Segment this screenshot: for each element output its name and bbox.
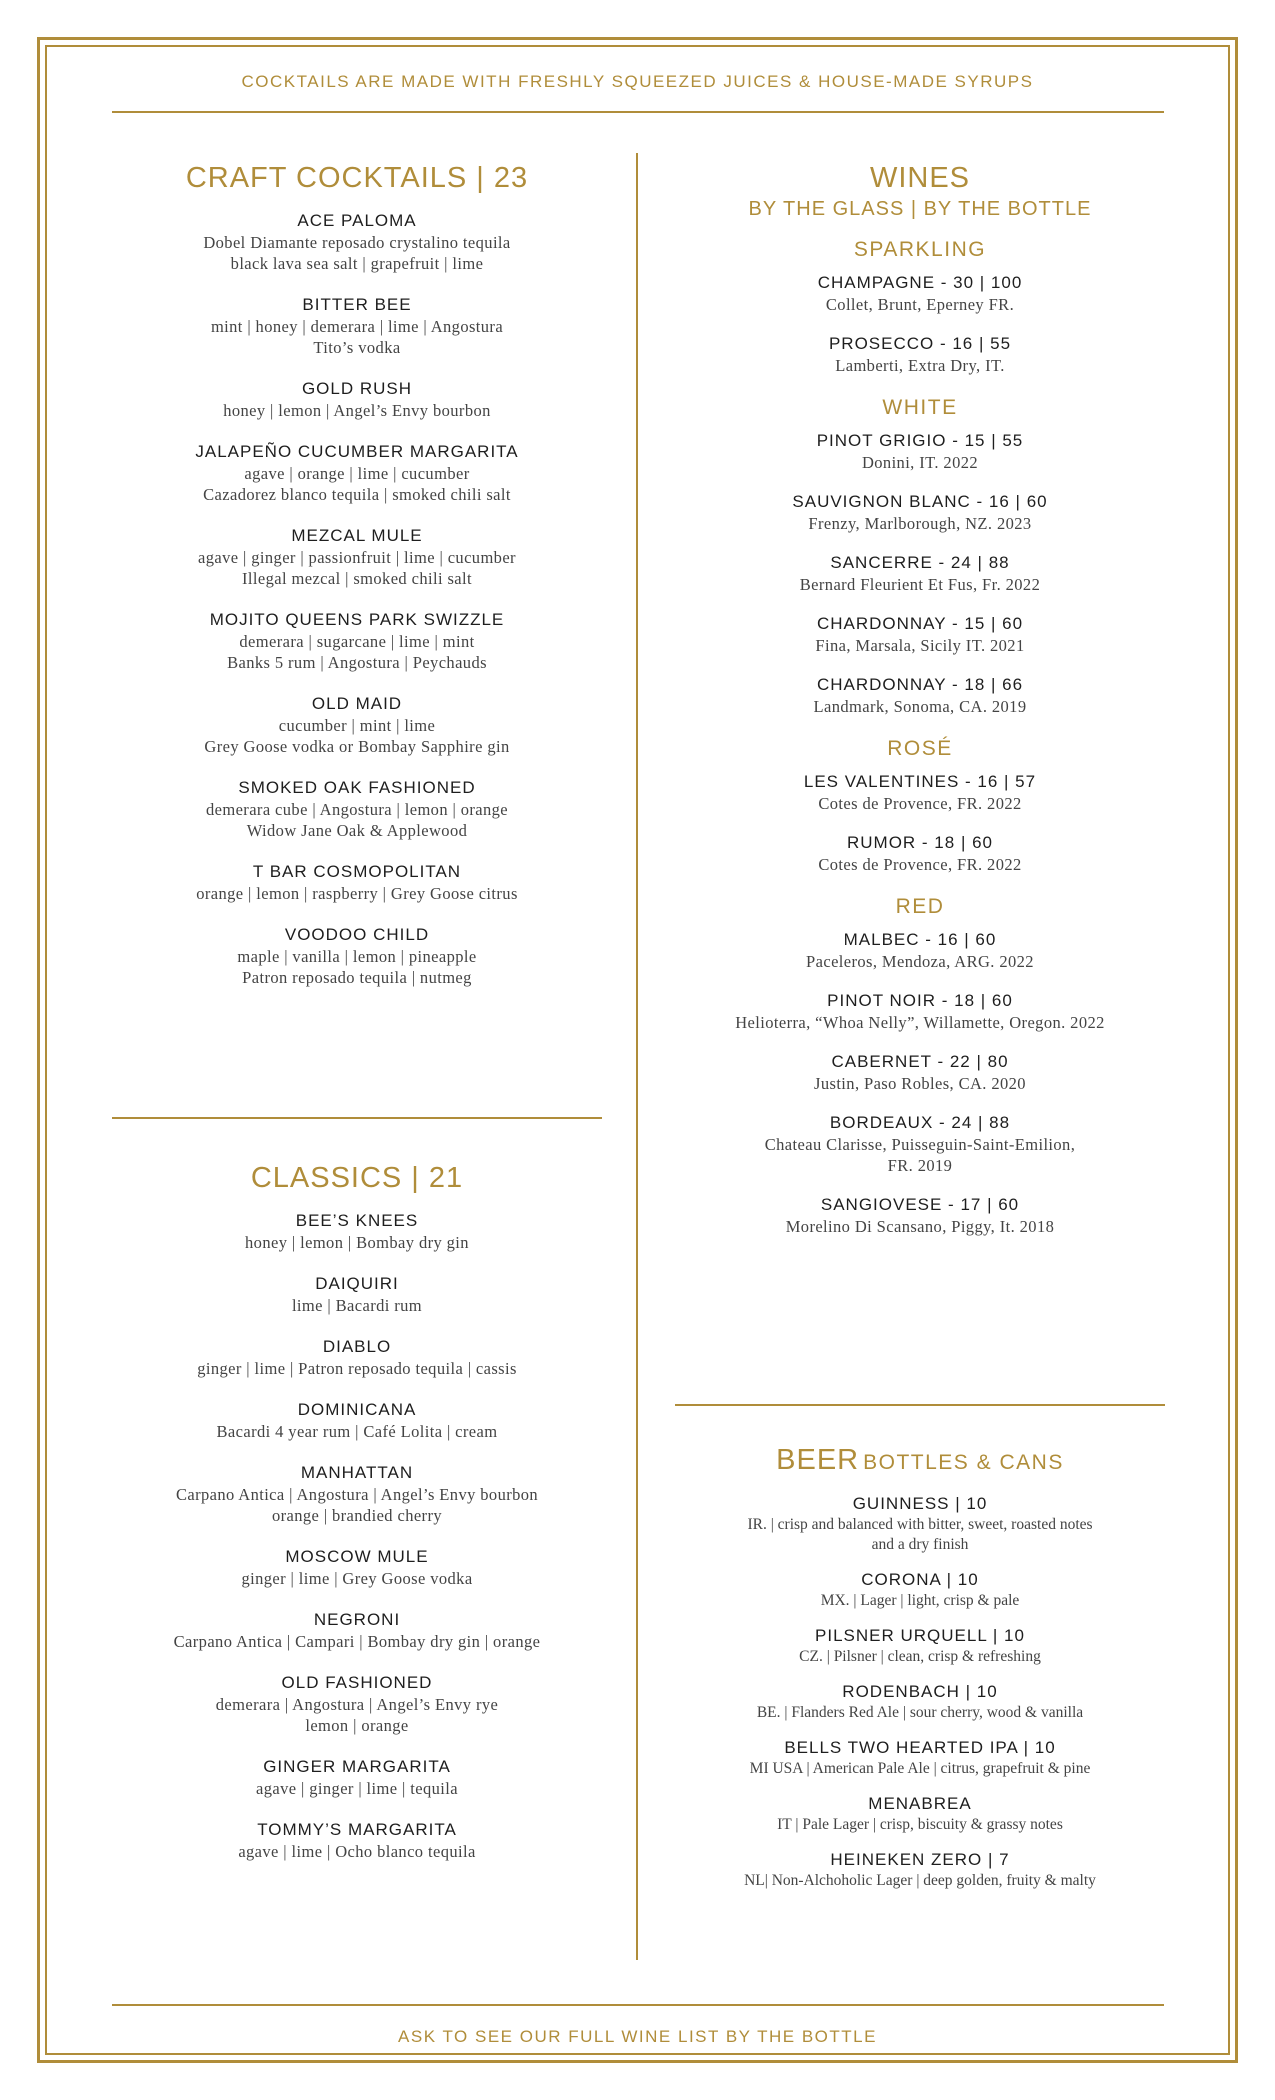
- menu-item-description: FR. 2019: [887, 1156, 953, 1175]
- menu-item: [112, 441, 602, 505]
- menu-item-description: honey | lemon | Angel’s Envy bourbon: [223, 401, 491, 420]
- menu-item-description: CZ. | Pilsner | clean, crisp & refreshing: [799, 1648, 1041, 1665]
- menu-item: [112, 924, 602, 988]
- menu-item-name: OLD FASHIONED: [281, 1673, 433, 1692]
- menu-item-description: Grey Goose vodka or Bombay Sapphire gin: [204, 737, 510, 756]
- beer-title: BEER: [776, 1444, 860, 1476]
- menu-item-description: demerara | Angostura | Angel’s Envy rye: [215, 1695, 499, 1714]
- menu-item-name: MEZCAL MULE: [291, 526, 423, 545]
- menu-item: [675, 552, 1165, 595]
- menu-item-description: Chateau Clarisse, Puisseguin-Saint-Emilion,: [764, 1135, 1076, 1154]
- menu-item-description: agave | ginger | lime | tequila: [256, 1779, 458, 1798]
- wine-category-heading: RED: [895, 895, 945, 918]
- craft-classics-divider: [112, 1117, 602, 1119]
- menu-item-name: CORONA | 10: [861, 1570, 979, 1589]
- menu-item-description: Fina, Marsala, Sicily IT. 2021: [815, 636, 1025, 655]
- menu-item-name: GUINNESS | 10: [852, 1494, 988, 1513]
- menu-item-description: Bernard Fleurient Et Fus, Fr. 2022: [799, 575, 1041, 594]
- menu-item-description: black lava sea salt | grapefruit | lime: [230, 254, 484, 273]
- menu-item-name: MENABREA: [868, 1794, 972, 1813]
- menu-item-name: GINGER MARGARITA: [263, 1757, 451, 1776]
- menu-item: [112, 1756, 602, 1799]
- menu-item: [675, 272, 1165, 315]
- menu-item-description: lime | Bacardi rum: [291, 1296, 423, 1315]
- menu-item-description: Cotes de Provence, FR. 2022: [818, 794, 1022, 813]
- menu-item-name: NEGRONI: [313, 1610, 401, 1629]
- menu-item-description: agave | orange | lime | cucumber: [244, 464, 470, 483]
- menu-item: [112, 1210, 602, 1253]
- menu-item: [112, 1273, 602, 1316]
- menu-item-description: lemon | orange: [305, 1716, 409, 1735]
- menu-item-description: Dobel Diamante reposado crystalino tequila: [203, 233, 511, 252]
- footer-note: ASK TO SEE OUR FULL WINE LIST BY THE BOTTLE: [398, 2027, 877, 2046]
- menu-item-description: agave | lime | Ocho blanco tequila: [238, 1842, 476, 1861]
- menu-item-name: RODENBACH | 10: [842, 1682, 998, 1701]
- menu-item-name: T BAR COSMOPOLITAN: [252, 862, 462, 881]
- menu-item: [675, 1737, 1165, 1779]
- menu-item-description: Widow Jane Oak & Applewood: [246, 821, 468, 840]
- menu-item-description: Landmark, Sonoma, CA. 2019: [813, 697, 1027, 716]
- menu-item: [112, 693, 602, 757]
- menu-item-description: IT | Pale Lager | crisp, biscuity & grassy notes: [777, 1816, 1063, 1833]
- wines-section: [675, 160, 1165, 1255]
- menu-item: [112, 1609, 602, 1652]
- menu-item: [675, 832, 1165, 875]
- menu-item-description: mint | honey | demerara | lime | Angostura: [210, 317, 504, 336]
- menu-item: [675, 430, 1165, 473]
- menu-item-description: Helioterra, “Whoa Nelly”, Willamette, Oregon. 2022: [735, 1013, 1105, 1032]
- menu-item: [112, 294, 602, 358]
- menu-item-name: LES VALENTINES - 16 | 57: [803, 772, 1037, 791]
- menu-item-name: JALAPEÑO CUCUMBER MARGARITA: [195, 442, 519, 461]
- menu-item-description: orange | brandied cherry: [271, 1506, 443, 1525]
- menu-item-description: agave | ginger | passionfruit | lime | cucumber: [198, 548, 516, 567]
- menu-item-description: Tito’s vodka: [313, 338, 401, 357]
- header-divider: [112, 111, 1164, 113]
- menu-item: [675, 1051, 1165, 1094]
- menu-item-description: NL| Non-Alchoholic Lager | deep golden, fruity & malty: [744, 1872, 1096, 1889]
- menu-item: [675, 674, 1165, 717]
- menu-item-description: Donini, IT. 2022: [861, 453, 979, 472]
- craft-cocktails-list: [112, 210, 602, 988]
- menu-item-description: honey | lemon | Bombay dry gin: [245, 1233, 469, 1252]
- footer-divider: [112, 2004, 1164, 2006]
- menu-item: [112, 1399, 602, 1442]
- menu-item-description: Frenzy, Marlborough, NZ. 2023: [808, 514, 1032, 533]
- menu-item-description: Morelino Di Scansano, Piggy, It. 2018: [785, 1217, 1055, 1236]
- menu-item-description: Paceleros, Mendoza, ARG. 2022: [806, 952, 1034, 971]
- wine-beer-divider: [675, 1404, 1165, 1406]
- menu-item-name: MOSCOW MULE: [285, 1547, 429, 1566]
- menu-item-name: BITTER BEE: [302, 295, 412, 314]
- menu-item: [675, 491, 1165, 534]
- menu-item-description: Illegal mezcal | smoked chili salt: [242, 569, 472, 588]
- menu-item-name: HEINEKEN ZERO | 7: [830, 1850, 1010, 1869]
- menu-item-description: ginger | lime | Grey Goose vodka: [241, 1569, 473, 1588]
- menu-item: [112, 378, 602, 421]
- menu-item: [112, 1546, 602, 1589]
- menu-item-description: Carpano Antica | Campari | Bombay dry gin | orange: [173, 1632, 541, 1651]
- menu-item-name: BEE’S KNEES: [295, 1211, 419, 1230]
- menu-item-description: cucumber | mint | lime: [278, 716, 436, 735]
- menu-item-name: SMOKED OAK FASHIONED: [238, 778, 476, 797]
- menu-item-name: PROSECCO - 16 | 55: [828, 334, 1012, 353]
- wines-title: WINES: [869, 162, 971, 194]
- menu-item-name: ACE PALOMA: [297, 211, 417, 230]
- menu-item: [675, 613, 1165, 656]
- wine-category-heading: ROSÉ: [887, 737, 953, 760]
- menu-item-description: Carpano Antica | Angostura | Angel’s Envy bourbon: [175, 1485, 539, 1504]
- beer-section: [675, 1442, 1165, 1905]
- beer-list: [675, 1493, 1165, 1891]
- menu-item: [112, 777, 602, 841]
- menu-item-name: PINOT NOIR - 18 | 60: [827, 991, 1013, 1010]
- wines-subtitle: BY THE GLASS | BY THE BOTTLE: [748, 198, 1092, 220]
- menu-item-name: OLD MAID: [311, 694, 403, 713]
- menu-item-name: BORDEAUX - 24 | 88: [829, 1113, 1011, 1132]
- wine-category-heading: SPARKLING: [853, 238, 987, 261]
- menu-item-description: Banks 5 rum | Angostura | Peychauds: [227, 653, 487, 672]
- menu-item-name: TOMMY’S MARGARITA: [257, 1820, 457, 1839]
- menu-item: [112, 609, 602, 673]
- menu-item: [675, 771, 1165, 814]
- menu-item-name: PINOT GRIGIO - 15 | 55: [816, 431, 1024, 450]
- classics-section: [112, 1160, 602, 1882]
- classics-list: [112, 1210, 602, 1862]
- classics-title: CLASSICS | 21: [250, 1162, 464, 1194]
- menu-item-name: MANHATTAN: [300, 1463, 414, 1482]
- menu-item-description: Cotes de Provence, FR. 2022: [818, 855, 1022, 874]
- menu-item: [112, 861, 602, 904]
- menu-item-description: Patron reposado tequila | nutmeg: [242, 968, 472, 987]
- menu-item-description: MX. | Lager | light, crisp & pale: [820, 1592, 1020, 1609]
- menu-item: [675, 1112, 1165, 1176]
- menu-item-description: ginger | lime | Patron reposado tequila | cassis: [197, 1359, 517, 1378]
- menu-item-name: CHARDONNAY - 15 | 60: [816, 614, 1024, 633]
- menu-item-description: demerara | sugarcane | lime | mint: [239, 632, 475, 651]
- menu-item-name: BELLS TWO HEARTED IPA | 10: [784, 1738, 1056, 1757]
- wine-category-heading: WHITE: [882, 396, 958, 419]
- menu-item-description: demerara cube | Angostura | lemon | orange: [205, 800, 509, 819]
- menu-item: [112, 1462, 602, 1526]
- menu-item-description: Bacardi 4 year rum | Café Lolita | cream: [216, 1422, 498, 1441]
- menu-item: [675, 1625, 1165, 1667]
- menu-item-name: VOODOO CHILD: [284, 925, 430, 944]
- menu-item-description: maple | vanilla | lemon | pineapple: [237, 947, 477, 966]
- menu-item-name: SANGIOVESE - 17 | 60: [820, 1195, 1020, 1214]
- menu-item-description: IR. | crisp and balanced with bitter, sweet, roasted notes: [747, 1516, 1093, 1533]
- beer-subtitle: BOTTLES & CANS: [863, 1451, 1064, 1474]
- menu-item-name: DIABLO: [322, 1337, 392, 1356]
- menu-item: [112, 1336, 602, 1379]
- menu-item: [112, 210, 602, 274]
- menu-item: [675, 1493, 1165, 1555]
- menu-item-description: Cazadorez blanco tequila | smoked chili salt: [203, 485, 511, 504]
- menu-item: [675, 1793, 1165, 1835]
- menu-item-name: GOLD RUSH: [301, 379, 413, 398]
- menu-item: [112, 1819, 602, 1862]
- menu-item-name: CHAMPAGNE - 30 | 100: [817, 273, 1023, 292]
- menu-item-name: MALBEC - 16 | 60: [843, 930, 997, 949]
- header-note: COCKTAILS ARE MADE WITH FRESHLY SQUEEZED JUICES & HOUSE-MADE SYRUPS: [241, 72, 1034, 91]
- craft-cocktails-title: CRAFT COCKTAILS | 23: [185, 162, 529, 194]
- menu-item-name: DOMINICANA: [297, 1400, 417, 1419]
- menu-item-description: MI USA | American Pale Ale | citrus, grapefruit & pine: [749, 1760, 1091, 1777]
- menu-item-description: BE. | Flanders Red Ale | sour cherry, wood & vanilla: [756, 1704, 1084, 1721]
- menu-item: [675, 333, 1165, 376]
- menu-item-name: PILSNER URQUELL | 10: [815, 1626, 1025, 1645]
- menu-item-description: Lamberti, Extra Dry, IT.: [835, 356, 1005, 375]
- menu-item: [675, 1681, 1165, 1723]
- menu-item: [675, 1194, 1165, 1237]
- menu-item: [675, 990, 1165, 1033]
- wine-groups: [675, 236, 1165, 1237]
- menu-item: [112, 525, 602, 589]
- menu-item-description: and a dry finish: [871, 1536, 969, 1553]
- menu-item-name: SANCERRE - 24 | 88: [830, 553, 1010, 572]
- menu-item-description: orange | lemon | raspberry | Grey Goose citrus: [196, 884, 518, 903]
- craft-cocktails-section: [112, 160, 602, 1008]
- menu-item: [675, 1849, 1165, 1891]
- menu-item-name: MOJITO QUEENS PARK SWIZZLE: [209, 610, 505, 629]
- column-divider: [636, 153, 638, 1960]
- menu-item-name: CHARDONNAY - 18 | 66: [816, 675, 1024, 694]
- menu-item: [675, 929, 1165, 972]
- menu-item-name: SAUVIGNON BLANC - 16 | 60: [792, 492, 1048, 511]
- menu-item-description: Justin, Paso Robles, CA. 2020: [814, 1074, 1026, 1093]
- menu-item: [112, 1672, 602, 1736]
- menu-item-name: DAIQUIRI: [315, 1274, 399, 1293]
- menu-item-name: CABERNET - 22 | 80: [831, 1052, 1009, 1071]
- beer-heading: [675, 1442, 1165, 1481]
- menu-item: [675, 1569, 1165, 1611]
- menu-item-name: RUMOR - 18 | 60: [846, 833, 993, 852]
- menu-item-description: Collet, Brunt, Eperney FR.: [825, 295, 1015, 314]
